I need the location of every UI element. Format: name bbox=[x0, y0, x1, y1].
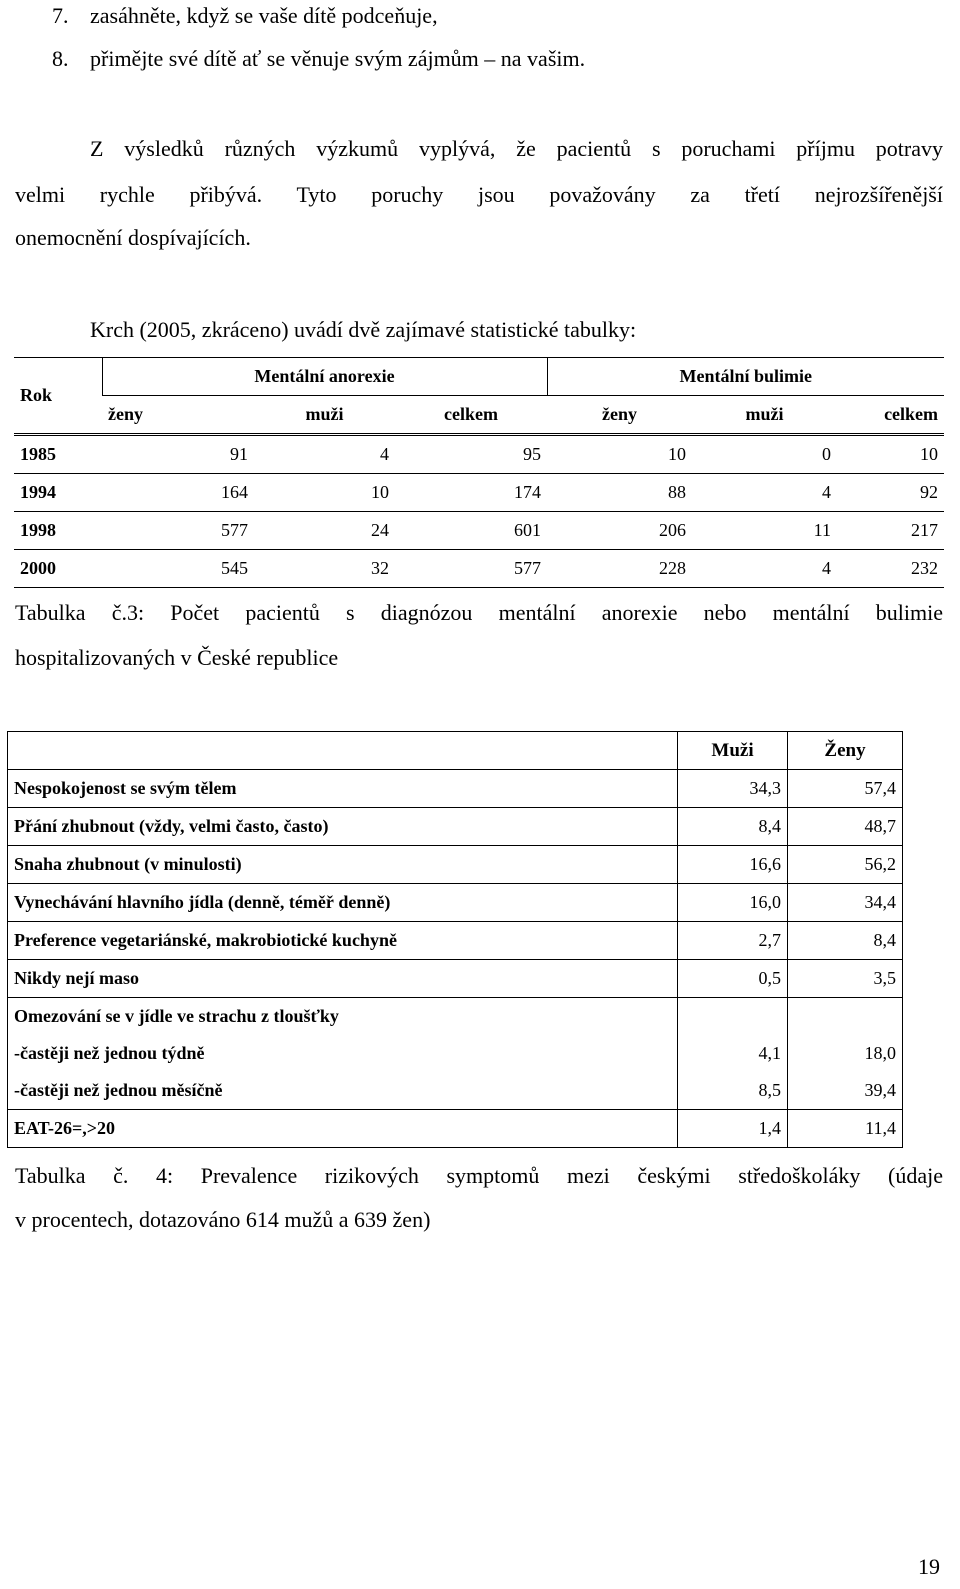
value-cell: 4 bbox=[692, 550, 837, 588]
muzi-cell: 0,5 bbox=[678, 960, 788, 998]
value-cell: 4 bbox=[254, 435, 395, 474]
table-caption-cont: v procentech, dotazováno 614 mužů a 639 žen) bbox=[15, 1207, 431, 1232]
value-cell: 32 bbox=[254, 550, 395, 588]
paragraph-line: Z výsledků různých výzkumů vyplývá, že pacientů s poruchami příjmu potravy bbox=[90, 136, 943, 161]
list-number: 8. bbox=[52, 46, 69, 71]
page-number: 19 bbox=[918, 1554, 940, 1579]
zeny-cell: 48,7 bbox=[788, 808, 903, 846]
table-caption: Tabulka č.3: Počet pacientů s diagnózou mentální anorexie nebo mentální bulimie bbox=[15, 600, 943, 625]
empty-cell bbox=[678, 998, 788, 1036]
value-cell: 92 bbox=[837, 474, 944, 512]
column-header: muži bbox=[692, 396, 837, 435]
zeny-cell: 8,4 bbox=[788, 922, 903, 960]
paragraph-line: velmi rychle přibývá. Tyto poruchy jsou považovány za třetí nejrozšířenější bbox=[15, 182, 943, 207]
zeny-cell: 11,4 bbox=[788, 1110, 903, 1148]
empty-cell bbox=[788, 998, 903, 1036]
muzi-cell: 16,0 bbox=[678, 884, 788, 922]
value-cell: 10 bbox=[547, 435, 692, 474]
list-text: zasáhněte, když se vaše dítě podceňuje, bbox=[90, 3, 438, 28]
value-cell: 545 bbox=[102, 550, 254, 588]
year-cell: 1994 bbox=[14, 474, 102, 512]
column-header: celkem bbox=[837, 396, 944, 435]
list-text: přimějte své dítě ať se věnuje svým zájmům – na vašim. bbox=[90, 46, 586, 71]
zeny-cell: 39,4 bbox=[788, 1072, 903, 1110]
value-cell: 206 bbox=[547, 512, 692, 550]
muzi-cell: 16,6 bbox=[678, 846, 788, 884]
row-label: -častěji než jednou měsíčně bbox=[8, 1072, 678, 1110]
row-label: Preference vegetariánské, makrobiotické kuchyně bbox=[8, 922, 678, 960]
year-cell: 2000 bbox=[14, 550, 102, 588]
table-row bbox=[8, 846, 903, 884]
value-cell: 4 bbox=[692, 474, 837, 512]
zeny-cell: 3,5 bbox=[788, 960, 903, 998]
table-row bbox=[8, 1110, 903, 1148]
value-cell: 217 bbox=[837, 512, 944, 550]
zeny-header: Ženy bbox=[788, 732, 903, 770]
zeny-cell: 57,4 bbox=[788, 770, 903, 808]
table-caption: Tabulka č. 4: Prevalence rizikových symptomů mezi českými středoškoláky (údaje bbox=[15, 1163, 943, 1188]
row-label: EAT-26=,>20 bbox=[8, 1110, 678, 1148]
table-row bbox=[14, 512, 944, 550]
symptoms-table bbox=[7, 731, 903, 1148]
zeny-cell: 18,0 bbox=[788, 1035, 903, 1072]
value-cell: 577 bbox=[395, 550, 547, 588]
value-cell: 88 bbox=[547, 474, 692, 512]
muzi-cell: 8,5 bbox=[678, 1072, 788, 1110]
value-cell: 11 bbox=[692, 512, 837, 550]
table-row bbox=[8, 960, 903, 998]
column-header: celkem bbox=[395, 396, 547, 435]
row-label: Nikdy nejí maso bbox=[8, 960, 678, 998]
zeny-cell: 34,4 bbox=[788, 884, 903, 922]
anorexie-header: Mentální anorexie bbox=[102, 358, 547, 396]
muzi-cell: 1,4 bbox=[678, 1110, 788, 1148]
paragraph-line: onemocnění dospívajících. bbox=[15, 225, 251, 250]
hospitalization-table bbox=[14, 357, 944, 588]
value-cell: 95 bbox=[395, 435, 547, 474]
year-cell: 1998 bbox=[14, 512, 102, 550]
rok-header: Rok bbox=[14, 358, 102, 435]
table-row bbox=[8, 884, 903, 922]
year-cell: 1985 bbox=[14, 435, 102, 474]
muzi-cell: 2,7 bbox=[678, 922, 788, 960]
muzi-cell: 34,3 bbox=[678, 770, 788, 808]
table-row bbox=[8, 998, 903, 1036]
group-label: Omezování se v jídle ve strachu z tloušťky bbox=[8, 998, 678, 1036]
table-row bbox=[14, 474, 944, 512]
value-cell: 0 bbox=[692, 435, 837, 474]
table-row bbox=[8, 1072, 903, 1110]
table-row bbox=[8, 1035, 903, 1072]
table-row bbox=[8, 808, 903, 846]
column-header: muži bbox=[254, 396, 395, 435]
row-label: Snaha zhubnout (v minulosti) bbox=[8, 846, 678, 884]
paragraph-intro: Krch (2005, zkráceno) uvádí dvě zajímavé statistické tabulky: bbox=[90, 317, 637, 342]
row-label: Vynechávání hlavního jídla (denně, téměř denně) bbox=[8, 884, 678, 922]
value-cell: 601 bbox=[395, 512, 547, 550]
value-cell: 24 bbox=[254, 512, 395, 550]
list-item bbox=[52, 46, 585, 72]
value-cell: 228 bbox=[547, 550, 692, 588]
muzi-cell: 4,1 bbox=[678, 1035, 788, 1072]
value-cell: 164 bbox=[102, 474, 254, 512]
muzi-header: Muži bbox=[678, 732, 788, 770]
value-cell: 10 bbox=[837, 435, 944, 474]
table-row bbox=[14, 550, 944, 588]
table-row bbox=[8, 770, 903, 808]
list-item bbox=[52, 3, 438, 29]
column-header: ženy bbox=[102, 396, 254, 435]
table-caption-cont: hospitalizovaných v České republice bbox=[15, 645, 339, 670]
value-cell: 10 bbox=[254, 474, 395, 512]
zeny-cell: 56,2 bbox=[788, 846, 903, 884]
empty-header bbox=[8, 732, 678, 770]
value-cell: 232 bbox=[837, 550, 944, 588]
row-label: -častěji než jednou týdně bbox=[8, 1035, 678, 1072]
bulimie-header: Mentální bulimie bbox=[547, 358, 944, 396]
muzi-cell: 8,4 bbox=[678, 808, 788, 846]
value-cell: 91 bbox=[102, 435, 254, 474]
value-cell: 577 bbox=[102, 512, 254, 550]
table-row bbox=[14, 435, 944, 474]
row-label: Přání zhubnout (vždy, velmi často, často) bbox=[8, 808, 678, 846]
table-row bbox=[8, 922, 903, 960]
list-number: 7. bbox=[52, 3, 69, 28]
value-cell: 174 bbox=[395, 474, 547, 512]
column-header: ženy bbox=[547, 396, 692, 435]
row-label: Nespokojenost se svým tělem bbox=[8, 770, 678, 808]
